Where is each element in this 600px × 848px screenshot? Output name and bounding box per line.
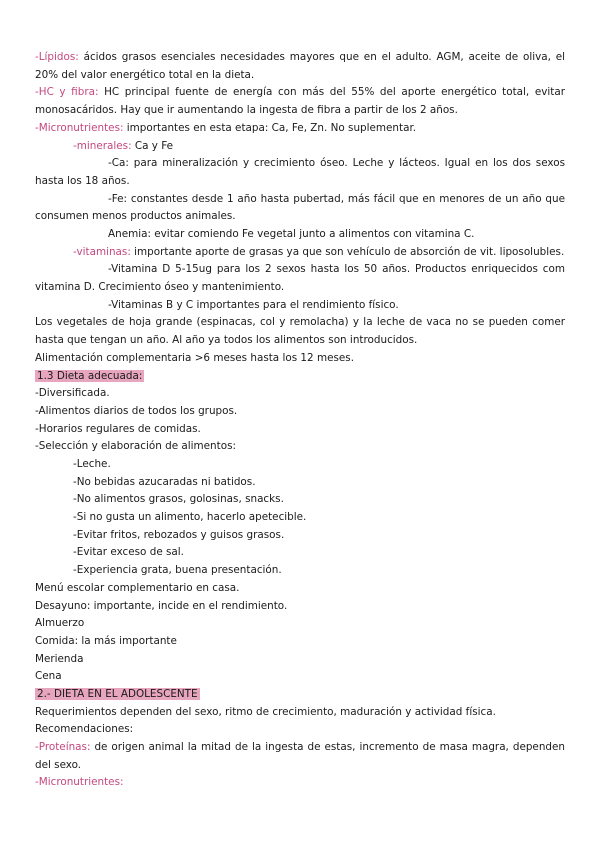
- document-body: [35, 49, 565, 792]
- list-item: -Horarios regulares de comidas.: [35, 422, 201, 435]
- sub-list-item: -Si no gusta un alimento, hacerlo apetecible.: [73, 511, 307, 524]
- micronutrientes-label: -Micronutrientes:: [35, 121, 124, 134]
- lipidos-text: ácidos grasos esenciales necesidades mayores que en el adulto. AGM, aceite de oliva, el 20% del valor energético total en la dieta.: [35, 51, 565, 81]
- proteinas-label: -Proteínas:: [35, 741, 91, 754]
- hc-label: -HC y fibra:: [35, 86, 99, 99]
- micronutrientes-adolescente-line: [35, 774, 565, 792]
- dieta-adecuada-heading-text: 1.3 Dieta adecuada:: [37, 369, 143, 382]
- proteinas-text: de origen animal la mitad de la ingesta de estas, incremento de masa magra, dependen del sexo.: [35, 741, 565, 771]
- sub-list-item: -No bebidas azucaradas ni batidos.: [73, 475, 256, 488]
- sub-list-item: -Evitar fritos, rebozados y guisos grasos.: [73, 528, 285, 541]
- sub-list-item: -No alimentos grasos, golosinas, snacks.: [73, 493, 284, 506]
- list-item: -Selección y elaboración de alimentos:: [35, 440, 236, 453]
- vitaminas-label: -vitaminas:: [73, 245, 131, 258]
- lipidos-label: -Lípidos:: [35, 51, 79, 63]
- vitamina-d-paragraph: -Vitamina D 5-15ug para los 2 sexos hasta los 50 años. Productos enriquecidos com vitamina D. Crecimiento óseo y mantenimiento.: [35, 263, 565, 294]
- dieta-adecuada-heading: [35, 368, 565, 386]
- anemia-line: Anemia: evitar comiendo Fe vegetal junto a alimentos con vitamina C.: [108, 228, 475, 240]
- menu-line: Cena: [35, 670, 62, 683]
- sub-list-item: -Leche.: [73, 458, 111, 471]
- proteinas-paragraph: [35, 739, 565, 774]
- menu-line: Menú escolar complementario en casa.: [35, 581, 240, 594]
- recomendaciones-line: Recomendaciones:: [35, 723, 134, 736]
- sub-list-item: -Evitar exceso de sal.: [73, 546, 184, 559]
- micronutrientes-adolescente-label: -Micronutrientes:: [35, 776, 124, 789]
- complementaria-line: Alimentación complementaria >6 meses hasta los 12 meses.: [35, 351, 354, 364]
- menu-line: Desayuno: importante, incide en el rendimiento.: [35, 599, 288, 612]
- hc-text: HC principal fuente de energía con más del 55% del aporte energético total, evitar monosacáridos. Hay que ir aumentando la ingesta de fibra a partir de los 2 años.: [35, 86, 565, 117]
- vegetales-paragraph: Los vegetales de hoja grande (espinacas, col y remolacha) y la leche de vaca no se pueden comer hasta que tengan un año. Al año ya todos los alimentos son introducidos.: [35, 316, 565, 347]
- menu-line: Almuerzo: [35, 617, 85, 630]
- adolescente-heading-text: 2.- DIETA EN EL ADOLESCENTE: [37, 687, 198, 700]
- micronutrientes-text: importantes en esta etapa: Ca, Fe, Zn. No suplementar.: [123, 121, 417, 134]
- requerimientos-line: Requerimientos dependen del sexo, ritmo de crecimiento, maduración y actividad física.: [35, 705, 496, 718]
- menu-line: Comida: la más importante: [35, 634, 177, 647]
- list-item: -Alimentos diarios de todos los grupos.: [35, 404, 238, 417]
- calcio-paragraph: -Ca: para mineralización y crecimiento óseo. Leche y lácteos. Igual en los dos sexos hasta los 18 años.: [35, 157, 565, 187]
- vitaminas-line: [35, 244, 565, 262]
- list-item: -Diversificada.: [35, 387, 110, 400]
- lipidos-paragraph: [35, 49, 565, 84]
- micronutrientes-paragraph: [35, 120, 565, 138]
- hc-paragraph: [35, 84, 565, 119]
- hierro-paragraph: -Fe: constantes desde 1 año hasta pubertad, más fácil que en menores de un año que consumen menos productos animales.: [35, 192, 565, 223]
- menu-line: Merienda: [35, 652, 84, 665]
- minerales-line: [35, 138, 565, 156]
- minerales-text: Ca y Fe: [131, 139, 174, 152]
- sub-list-item: -Experiencia grata, buena presentación.: [73, 564, 282, 577]
- vitaminas-bc-line: -Vitaminas B y C importantes para el rendimiento físico.: [108, 298, 399, 311]
- vitaminas-text: importante aporte de grasas ya que son vehículo de absorción de vit. liposolubles.: [130, 245, 565, 258]
- minerales-label: -minerales:: [73, 139, 132, 152]
- adolescente-heading: [35, 686, 565, 704]
